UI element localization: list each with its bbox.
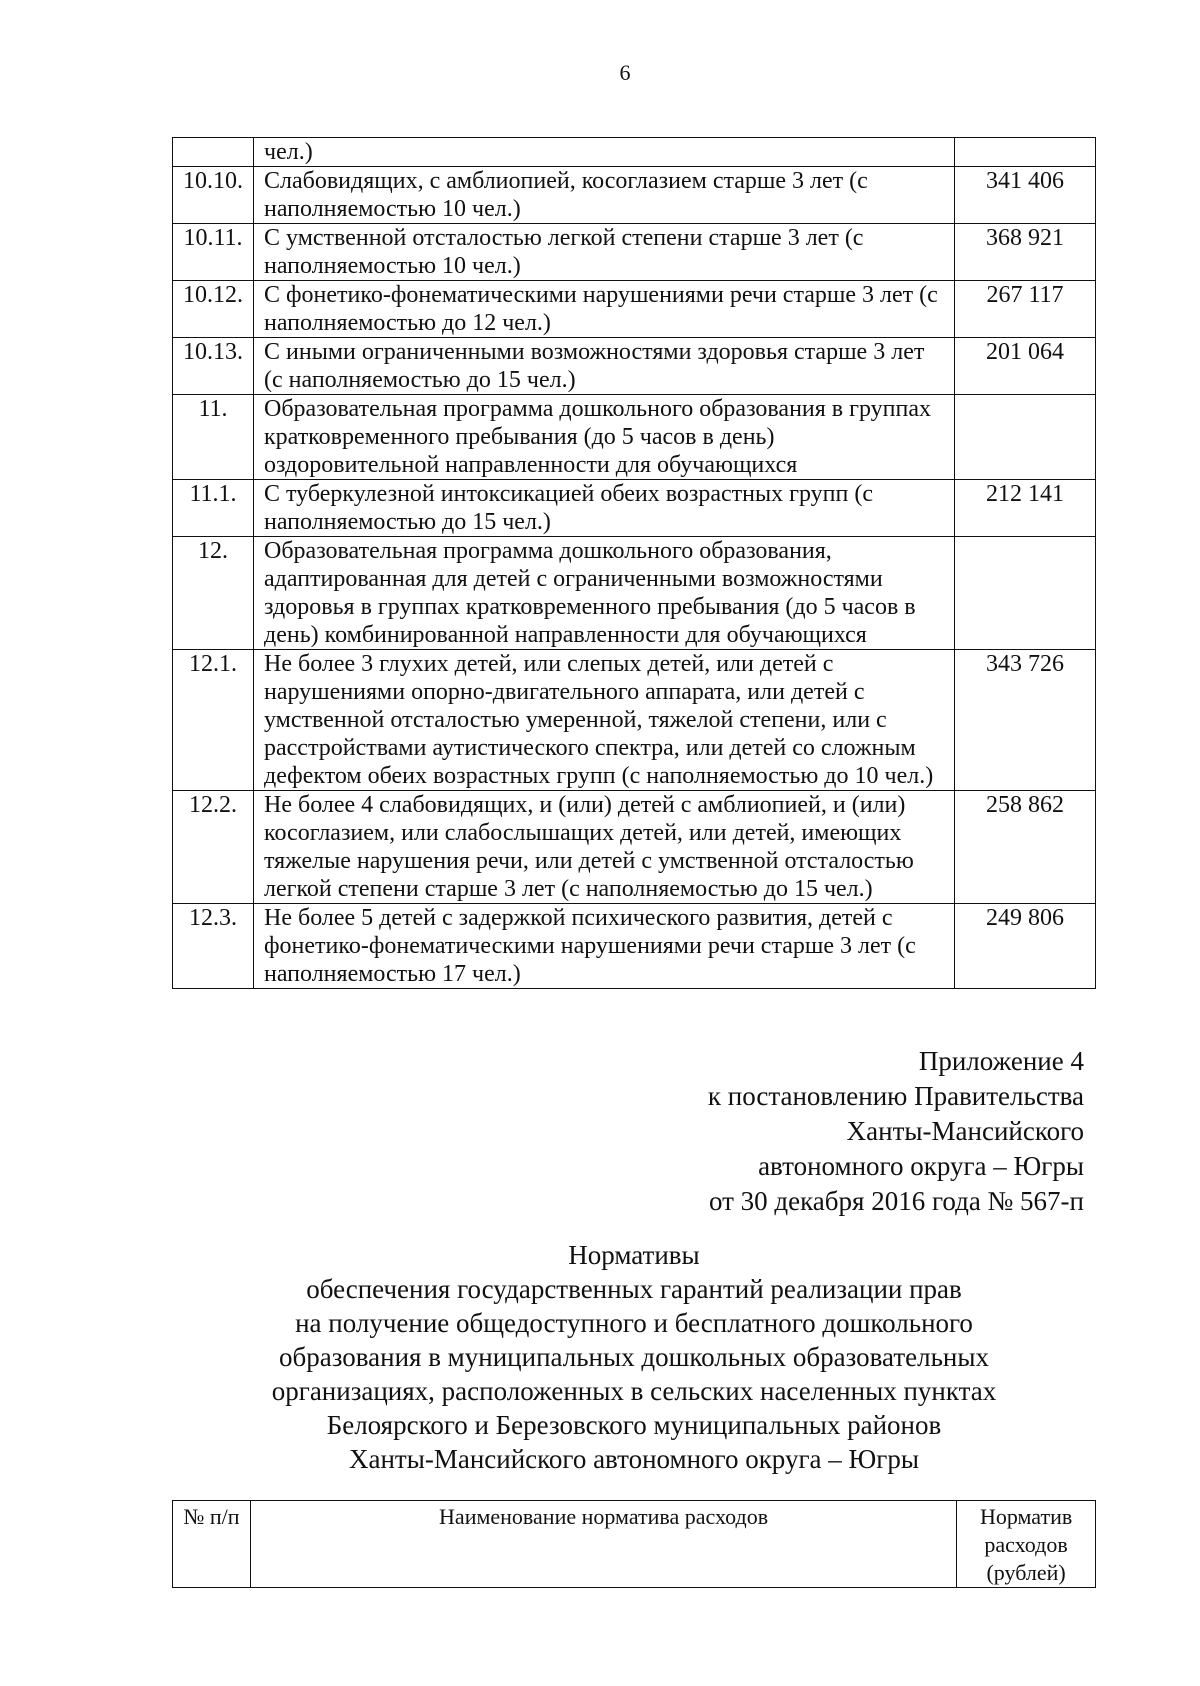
table-row — [173, 224, 1096, 281]
appendix-line: от 30 декабря 2016 года № 567-п — [708, 1186, 1084, 1216]
header-col-name: Наименование норматива расходов — [251, 1501, 957, 1588]
row-value — [955, 537, 1096, 650]
header-col-number: № п/п — [173, 1501, 251, 1588]
appendix-line: Ханты-Мансийского — [846, 1116, 1084, 1146]
row-number: 10.10. — [173, 167, 254, 224]
appendix-line: Приложение 4 — [918, 1046, 1084, 1076]
heading-line: Ханты-Мансийского автономного округа – Югры — [349, 1444, 919, 1474]
header-row — [173, 1501, 1096, 1588]
table-row — [173, 537, 1096, 650]
heading-line: на получение общедоступного и бесплатного дошкольного — [295, 1308, 973, 1338]
table-row — [173, 281, 1096, 338]
row-number: 10.12. — [173, 281, 254, 338]
row-value: 201 064 — [955, 338, 1096, 395]
row-value: 341 406 — [955, 167, 1096, 224]
row-number: 12.2. — [173, 791, 254, 904]
row-number: 12.1. — [173, 650, 254, 791]
norms-table-header — [172, 1500, 1096, 1588]
row-name: С фонетико-фонематическими нарушениями речи старше 3 лет (с наполняемостью до 12 чел.) — [254, 281, 955, 338]
heading-line: Белоярского и Березовского муниципальных районов — [326, 1410, 942, 1440]
row-number: 11. — [173, 395, 254, 480]
row-name: чел.) — [254, 138, 955, 167]
row-value: 368 921 — [955, 224, 1096, 281]
norms-table-continuation — [172, 137, 1096, 989]
row-name: Образовательная программа дошкольного образования в группах кратковременного пребывания (до 5 часов в день) оздоровительной направленности для обучающихся — [254, 395, 955, 480]
row-name: С иными ограниченными возможностями здоровья старше 3 лет (с наполняемостью до 15 чел.) — [254, 338, 955, 395]
document-heading — [172, 1238, 1096, 1476]
row-value — [955, 138, 1096, 167]
row-value — [955, 395, 1096, 480]
heading-line: организациях, расположенных в сельских населенных пунктах — [271, 1376, 997, 1406]
row-value: 258 862 — [955, 791, 1096, 904]
row-value: 343 726 — [955, 650, 1096, 791]
table-row — [173, 138, 1096, 167]
table-row — [173, 650, 1096, 791]
row-name: С туберкулезной интоксикацией обеих возрастных групп (с наполняемостью до 15 чел.) — [254, 480, 955, 537]
table-row — [173, 904, 1096, 989]
table-row — [173, 395, 1096, 480]
row-number: 10.11. — [173, 224, 254, 281]
appendix-line: автономного округа – Югры — [758, 1151, 1084, 1181]
row-name: Не более 5 детей с задержкой психического развития, детей с фонетико-фонематическими нарушениями речи старше 3 лет (с наполняемостью 17 чел.) — [254, 904, 955, 989]
heading-title: Нормативы — [568, 1240, 700, 1270]
row-name: Слабовидящих, с амблиопией, косоглазием старше 3 лет (с наполняемостью 10 чел.) — [254, 167, 955, 224]
row-number: 12.3. — [173, 904, 254, 989]
row-number: 11.1. — [173, 480, 254, 537]
page-number: 6 — [619, 60, 631, 85]
heading-line: образования в муниципальных дошкольных образовательных — [279, 1342, 989, 1372]
appendix-line: к постановлению Правительства — [707, 1081, 1084, 1111]
header-col-value: Норматив расходов (рублей) — [957, 1501, 1096, 1588]
row-number: 10.13. — [173, 338, 254, 395]
row-name: Образовательная программа дошкольного образования, адаптированная для детей с ограниченными возможностями здоровья в группах кратковременного пребывания (до 5 часов в день) комбинированной направленности для обучающихся — [254, 537, 955, 650]
table-row — [173, 167, 1096, 224]
row-value: 249 806 — [955, 904, 1096, 989]
row-value: 212 141 — [955, 480, 1096, 537]
heading-line: обеспечения государственных гарантий реализации прав — [306, 1274, 962, 1304]
table-row — [173, 338, 1096, 395]
appendix-block — [708, 1044, 1084, 1219]
row-name: Не более 4 слабовидящих, и (или) детей с амблиопией, и (или) косоглазием, или слабослышащих детей, или детей, имеющих тяжелые нарушения речи, или детей с умственной отсталостью легкой степени старше 3 лет (с наполняемостью до 15 чел.) — [254, 791, 955, 904]
table-row — [173, 791, 1096, 904]
row-number — [173, 138, 254, 167]
row-number: 12. — [173, 537, 254, 650]
row-value: 267 117 — [955, 281, 1096, 338]
row-name: Не более 3 глухих детей, или слепых детей, или детей с нарушениями опорно-двигательного аппарата, или детей с умственной отсталостью умеренной, тяжелой степени, или с расстройствами аутистического спектра, или детей со сложным дефектом обеих возрастных групп (с наполняемостью до 10 чел.) — [254, 650, 955, 791]
table-row — [173, 480, 1096, 537]
row-name: С умственной отсталостью легкой степени старше 3 лет (с наполняемостью 10 чел.) — [254, 224, 955, 281]
